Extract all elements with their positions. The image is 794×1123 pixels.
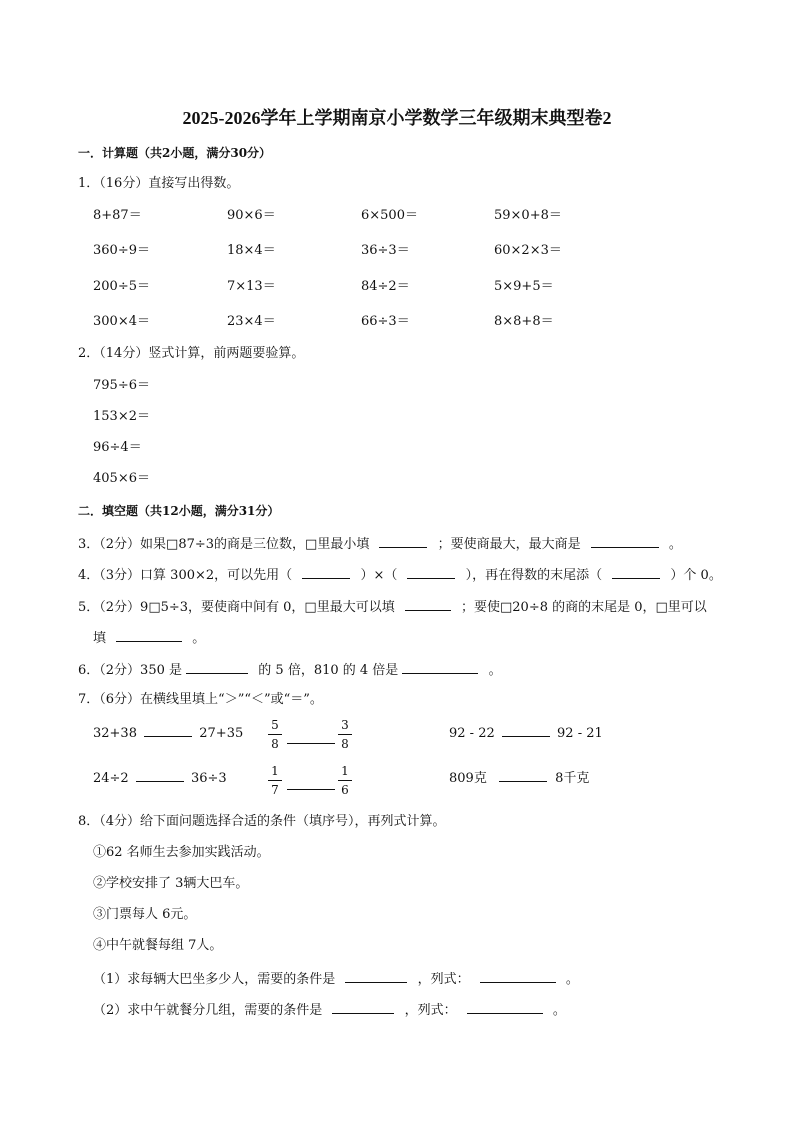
answer-blank[interactable] (379, 535, 427, 548)
q4-text-d: ）个 0。 (670, 568, 722, 583)
q7-expr: 809克 (449, 771, 487, 786)
q1-cell: 36÷3＝ (361, 243, 410, 258)
q3-text-a: 3．（2分）如果□87÷3的商是三位数，□里最小填 (78, 537, 370, 552)
denominator: 8 (341, 737, 349, 751)
q1-cell: 200÷5＝ (93, 279, 150, 294)
q8-condition: ①62 名师生去参加实践活动。 (93, 845, 270, 860)
question-2-stem: 2．（14分）竖式计算，前两题要验算。 (78, 346, 305, 361)
q8-sub-1 (93, 970, 579, 988)
question-7-stem: 7．（6分）在横线里填上“＞”“＜”或“＝”。 (78, 692, 323, 707)
q1-cell: 18×4＝ (227, 243, 276, 258)
q1-cell: 66÷3＝ (361, 314, 410, 329)
answer-blank[interactable] (144, 724, 192, 737)
question-5-cont (93, 629, 205, 647)
denominator: 6 (341, 783, 349, 797)
q7-compare-3 (449, 724, 603, 742)
answer-blank[interactable] (332, 1001, 394, 1014)
question-3 (78, 535, 682, 553)
q5-text-d: 。 (192, 631, 206, 646)
answer-blank[interactable] (345, 970, 407, 983)
q2-item: 405×6＝ (93, 471, 150, 486)
section-heading-calc: 一．计算题（共2小题，满分30分） (78, 146, 272, 160)
q8-condition: ④中午就餐每组 7人。 (93, 938, 223, 953)
answer-blank[interactable] (407, 566, 455, 579)
fraction-left-1 (268, 718, 282, 751)
answer-blank[interactable] (287, 789, 335, 790)
q5-text-c: 填 (93, 631, 107, 646)
q1-cell: 60×2×3＝ (494, 243, 562, 258)
answer-blank[interactable] (136, 769, 184, 782)
q1-cell: 59×0+8＝ (494, 208, 562, 223)
answer-blank[interactable] (402, 661, 478, 674)
answer-blank[interactable] (405, 598, 451, 611)
q2-item: 96÷4＝ (93, 440, 142, 455)
q6-text-a: 6．（2分）350 是 (78, 663, 182, 678)
answer-blank[interactable] (591, 535, 659, 548)
q7-expr: 92 - 22 (449, 726, 495, 741)
question-4 (78, 566, 722, 584)
q1-cell: 5×9+5＝ (494, 279, 554, 294)
q4-text-b: ）×（ (360, 568, 398, 583)
q8-sub-text: 。 (552, 1003, 566, 1018)
answer-blank[interactable] (302, 566, 350, 579)
q3-text-c: 。 (668, 537, 682, 552)
q7-compare-4 (449, 769, 589, 787)
page-title: 2025-2026学年上学期南京小学数学三年级期末典型卷2 (182, 108, 612, 128)
numerator: 1 (271, 764, 279, 778)
answer-blank[interactable] (502, 724, 550, 737)
q5-text-b: ；要使□20÷8 的商的末尾是 0，□里可以 (461, 600, 707, 615)
q2-item: 153×2＝ (93, 409, 150, 424)
question-5 (78, 598, 707, 616)
q2-item: 795÷6＝ (93, 378, 150, 393)
answer-blank[interactable] (186, 661, 248, 674)
q7-expr: 36÷3 (191, 771, 227, 786)
question-1-stem: 1．（16分）直接写出得数。 (78, 176, 240, 191)
q7-expr: 24÷2 (93, 771, 129, 786)
q8-sub-text: ，列式： (404, 1003, 457, 1018)
q1-cell: 90×6＝ (227, 208, 276, 223)
q8-condition: ③门票每人 6元。 (93, 907, 197, 922)
q5-text-a: 5．（2分）9□5÷3，要使商中间有 0，□里最大可以填 (78, 600, 395, 615)
q8-sub-2 (93, 1001, 566, 1019)
q8-sub-text: （2）求中午就餐分几组，需要的条件是 (93, 1003, 323, 1018)
section-heading-fill: 二．填空题（共12小题，满分31分） (78, 504, 280, 518)
q4-text-a: 4．（3分）口算 300×2，可以先用（ (78, 568, 293, 583)
q8-condition: ②学校安排了 3辆大巴车。 (93, 876, 249, 891)
q1-cell: 360÷9＝ (93, 243, 150, 258)
q8-sub-text: 。 (565, 972, 579, 987)
fraction-right-1 (338, 718, 352, 751)
answer-blank[interactable] (467, 1001, 543, 1014)
q1-cell: 23×4＝ (227, 314, 276, 329)
q7-expr: 27+35 (199, 726, 244, 741)
q1-cell: 8+87＝ (93, 208, 142, 223)
q7-compare-1 (93, 724, 243, 742)
answer-blank[interactable] (287, 743, 335, 744)
q6-text-c: 。 (488, 663, 502, 678)
q3-text-b: ；要使商最大，最大商是 (437, 537, 581, 552)
answer-blank[interactable] (480, 970, 556, 983)
q8-sub-text: ，列式： (417, 972, 470, 987)
q7-expr: 32+38 (93, 726, 137, 741)
q7-expr: 8千克 (555, 771, 590, 786)
question-6 (78, 661, 502, 679)
q4-text-c: ），再在得数的末尾添（ (465, 568, 603, 583)
q7-compare-2 (93, 769, 227, 787)
answer-blank[interactable] (116, 629, 182, 642)
q7-expr: 92 - 21 (557, 726, 603, 741)
q1-cell: 7×13＝ (227, 279, 276, 294)
q1-cell: 8×8+8＝ (494, 314, 554, 329)
q1-cell: 84÷2＝ (361, 279, 410, 294)
denominator: 8 (271, 737, 279, 751)
denominator: 7 (271, 783, 279, 797)
question-8-stem: 8．（4分）给下面问题选择合适的条件（填序号），再列式计算。 (78, 814, 446, 829)
q6-text-b: 的 5 倍，810 的 4 倍是 (258, 663, 399, 678)
q8-sub-text: （1）求每辆大巴坐多少人，需要的条件是 (93, 972, 336, 987)
numerator: 5 (271, 718, 279, 732)
q1-cell: 300×4＝ (93, 314, 150, 329)
numerator: 3 (341, 718, 349, 732)
fraction-left-2 (268, 764, 282, 797)
answer-blank[interactable] (612, 566, 660, 579)
answer-blank[interactable] (499, 769, 547, 782)
q1-cell: 6×500＝ (361, 208, 418, 223)
fraction-right-2 (338, 764, 352, 797)
numerator: 1 (341, 764, 349, 778)
